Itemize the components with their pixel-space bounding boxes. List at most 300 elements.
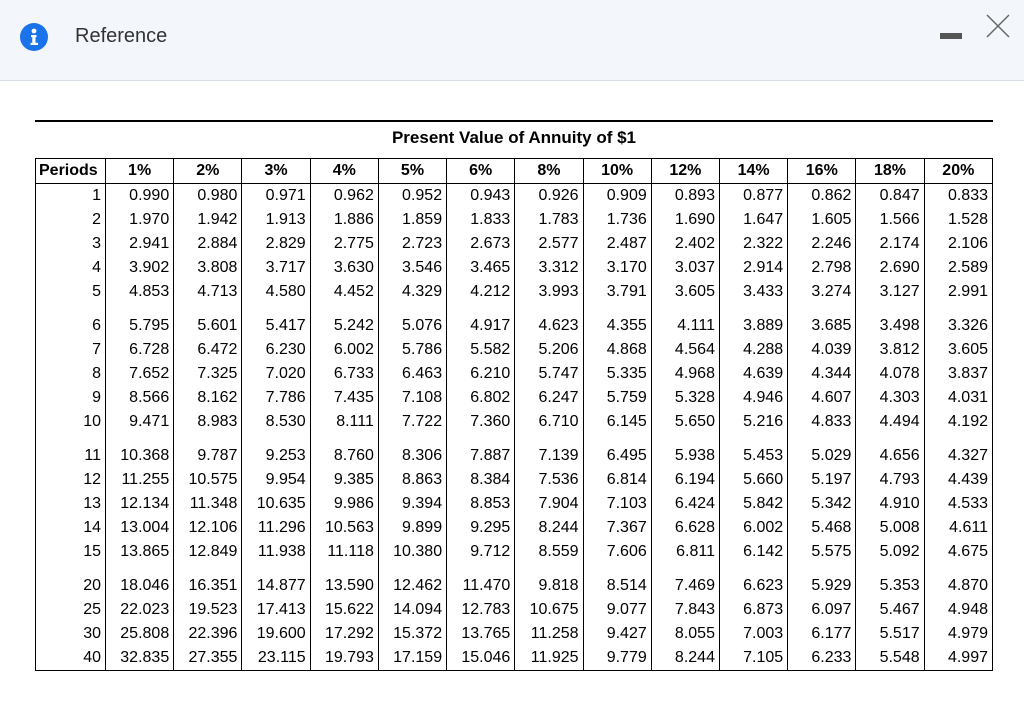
table-row (36, 280, 993, 304)
period-cell: 20 (36, 574, 106, 598)
factor-cell: 4.344 (788, 362, 856, 386)
factor-cell: 7.843 (651, 598, 719, 622)
column-header-rate: 6% (447, 159, 515, 184)
spacer-cell (174, 564, 242, 574)
table-row (36, 362, 993, 386)
factor-cell: 4.623 (515, 314, 583, 338)
spacer-cell (651, 434, 719, 444)
spacer-cell (583, 434, 651, 444)
spacer-cell (106, 434, 174, 444)
period-cell: 13 (36, 492, 106, 516)
factor-cell: 0.962 (310, 184, 378, 209)
factor-cell: 9.787 (174, 444, 242, 468)
factor-cell: 5.747 (515, 362, 583, 386)
factor-cell: 0.847 (856, 184, 924, 209)
column-header-rate: 14% (719, 159, 787, 184)
factor-cell: 4.439 (924, 468, 992, 492)
factor-cell: 25.808 (106, 622, 174, 646)
factor-cell: 1.736 (583, 208, 651, 232)
factor-cell: 4.870 (924, 574, 992, 598)
factor-cell: 7.105 (719, 646, 787, 671)
factor-cell: 4.533 (924, 492, 992, 516)
period-cell: 40 (36, 646, 106, 671)
spacer-cell (106, 564, 174, 574)
factor-cell: 2.884 (174, 232, 242, 256)
factor-cell: 6.628 (651, 516, 719, 540)
factor-cell: 2.106 (924, 232, 992, 256)
spacer-cell (515, 304, 583, 314)
column-header-rate: 18% (856, 159, 924, 184)
factor-cell: 4.833 (788, 410, 856, 434)
column-header-rate: 2% (174, 159, 242, 184)
factor-cell: 5.468 (788, 516, 856, 540)
period-cell: 3 (36, 232, 106, 256)
factor-cell: 4.948 (924, 598, 992, 622)
close-icon[interactable] (985, 13, 1011, 39)
factor-cell: 4.868 (583, 338, 651, 362)
factor-cell: 7.325 (174, 362, 242, 386)
factor-cell: 15.622 (310, 598, 378, 622)
factor-cell: 8.111 (310, 410, 378, 434)
factor-cell: 15.046 (447, 646, 515, 671)
table-row (36, 468, 993, 492)
factor-cell: 4.288 (719, 338, 787, 362)
factor-cell: 4.853 (106, 280, 174, 304)
spacer-cell (242, 304, 310, 314)
table-row (36, 232, 993, 256)
factor-cell: 7.887 (447, 444, 515, 468)
factor-cell: 2.941 (106, 232, 174, 256)
factor-cell: 6.463 (378, 362, 446, 386)
info-icon (20, 23, 48, 51)
factor-cell: 6.802 (447, 386, 515, 410)
factor-cell: 12.462 (378, 574, 446, 598)
column-header-rate: 8% (515, 159, 583, 184)
period-cell: 25 (36, 598, 106, 622)
group-spacer (36, 304, 993, 314)
factor-cell: 14.877 (242, 574, 310, 598)
table-row (36, 314, 993, 338)
pv-annuity-table (35, 158, 993, 671)
factor-cell: 5.929 (788, 574, 856, 598)
factor-cell: 2.174 (856, 232, 924, 256)
factor-cell: 9.077 (583, 598, 651, 622)
factor-cell: 8.863 (378, 468, 446, 492)
factor-cell: 17.292 (310, 622, 378, 646)
factor-cell: 12.134 (106, 492, 174, 516)
factor-cell: 7.020 (242, 362, 310, 386)
factor-cell: 4.452 (310, 280, 378, 304)
factor-cell: 4.494 (856, 410, 924, 434)
factor-cell: 7.103 (583, 492, 651, 516)
spacer-cell (583, 304, 651, 314)
factor-cell: 0.943 (447, 184, 515, 209)
factor-cell: 17.413 (242, 598, 310, 622)
factor-cell: 0.877 (719, 184, 787, 209)
factor-cell: 16.351 (174, 574, 242, 598)
spacer-cell (447, 564, 515, 574)
factor-cell: 6.097 (788, 598, 856, 622)
factor-cell: 1.886 (310, 208, 378, 232)
factor-cell: 11.296 (242, 516, 310, 540)
period-cell: 5 (36, 280, 106, 304)
factor-cell: 8.983 (174, 410, 242, 434)
period-cell: 11 (36, 444, 106, 468)
factor-cell: 6.210 (447, 362, 515, 386)
factor-cell: 8.760 (310, 444, 378, 468)
factor-cell: 8.559 (515, 540, 583, 564)
factor-cell: 2.914 (719, 256, 787, 280)
factor-cell: 1.647 (719, 208, 787, 232)
period-cell: 9 (36, 386, 106, 410)
factor-cell: 8.055 (651, 622, 719, 646)
annuity-table-container (35, 120, 993, 671)
factor-cell: 3.465 (447, 256, 515, 280)
table-row (36, 338, 993, 362)
spacer-cell (788, 434, 856, 444)
factor-cell: 3.889 (719, 314, 787, 338)
factor-cell: 11.255 (106, 468, 174, 492)
factor-cell: 4.580 (242, 280, 310, 304)
table-caption: Present Value of Annuity of $1 (391, 128, 637, 147)
factor-cell: 0.893 (651, 184, 719, 209)
factor-cell: 3.170 (583, 256, 651, 280)
factor-cell: 13.765 (447, 622, 515, 646)
factor-cell: 4.917 (447, 314, 515, 338)
factor-cell: 5.417 (242, 314, 310, 338)
factor-cell: 5.786 (378, 338, 446, 362)
factor-cell: 14.094 (378, 598, 446, 622)
factor-cell: 5.548 (856, 646, 924, 671)
factor-cell: 3.812 (856, 338, 924, 362)
factor-cell: 0.862 (788, 184, 856, 209)
table-body (36, 184, 993, 671)
factor-cell: 11.938 (242, 540, 310, 564)
factor-cell: 1.833 (447, 208, 515, 232)
spacer-cell (36, 434, 106, 444)
factor-cell: 2.402 (651, 232, 719, 256)
table-header-row (36, 159, 993, 184)
period-cell: 12 (36, 468, 106, 492)
spacer-cell (174, 434, 242, 444)
table-row (36, 540, 993, 564)
spacer-cell (242, 434, 310, 444)
factor-cell: 17.159 (378, 646, 446, 671)
factor-cell: 2.589 (924, 256, 992, 280)
factor-cell: 8.514 (583, 574, 651, 598)
factor-cell: 0.980 (174, 184, 242, 209)
factor-cell: 4.607 (788, 386, 856, 410)
column-header-rate: 10% (583, 159, 651, 184)
table-row (36, 574, 993, 598)
factor-cell: 9.779 (583, 646, 651, 671)
spacer-cell (515, 564, 583, 574)
spacer-cell (447, 434, 515, 444)
factor-cell: 4.078 (856, 362, 924, 386)
factor-cell: 4.910 (856, 492, 924, 516)
table-row (36, 410, 993, 434)
factor-cell: 5.216 (719, 410, 787, 434)
spacer-cell (378, 434, 446, 444)
factor-cell: 4.329 (378, 280, 446, 304)
factor-cell: 5.206 (515, 338, 583, 362)
factor-cell: 3.791 (583, 280, 651, 304)
factor-cell: 5.353 (856, 574, 924, 598)
column-header-rate: 5% (378, 159, 446, 184)
spacer-cell (856, 434, 924, 444)
factor-cell: 4.192 (924, 410, 992, 434)
factor-cell: 8.244 (651, 646, 719, 671)
spacer-cell (651, 564, 719, 574)
factor-cell: 10.563 (310, 516, 378, 540)
factor-cell: 7.469 (651, 574, 719, 598)
factor-cell: 12.106 (174, 516, 242, 540)
factor-cell: 4.979 (924, 622, 992, 646)
table-row (36, 622, 993, 646)
factor-cell: 5.842 (719, 492, 787, 516)
factor-cell: 32.835 (106, 646, 174, 671)
factor-cell: 3.605 (924, 338, 992, 362)
factor-cell: 1.566 (856, 208, 924, 232)
factor-cell: 4.968 (651, 362, 719, 386)
spacer-cell (924, 304, 992, 314)
factor-cell: 22.023 (106, 598, 174, 622)
table-row (36, 492, 993, 516)
table-row (36, 444, 993, 468)
factor-cell: 1.690 (651, 208, 719, 232)
factor-cell: 2.673 (447, 232, 515, 256)
factor-cell: 4.639 (719, 362, 787, 386)
spacer-cell (174, 304, 242, 314)
group-spacer (36, 564, 993, 574)
factor-cell: 9.712 (447, 540, 515, 564)
factor-cell: 7.536 (515, 468, 583, 492)
factor-cell: 5.517 (856, 622, 924, 646)
spacer-cell (378, 304, 446, 314)
factor-cell: 13.004 (106, 516, 174, 540)
factor-cell: 2.775 (310, 232, 378, 256)
factor-cell: 9.295 (447, 516, 515, 540)
factor-cell: 6.495 (583, 444, 651, 468)
factor-cell: 6.733 (310, 362, 378, 386)
factor-cell: 3.808 (174, 256, 242, 280)
factor-cell: 3.685 (788, 314, 856, 338)
table-row (36, 184, 993, 209)
table-row (36, 208, 993, 232)
spacer-cell (36, 304, 106, 314)
factor-cell: 7.367 (583, 516, 651, 540)
period-cell: 2 (36, 208, 106, 232)
factor-cell: 7.904 (515, 492, 583, 516)
factor-cell: 9.253 (242, 444, 310, 468)
factor-cell: 6.811 (651, 540, 719, 564)
factor-cell: 2.690 (856, 256, 924, 280)
column-header-rate: 12% (651, 159, 719, 184)
period-cell: 6 (36, 314, 106, 338)
factor-cell: 5.575 (788, 540, 856, 564)
factor-cell: 4.212 (447, 280, 515, 304)
factor-cell: 1.528 (924, 208, 992, 232)
factor-cell: 19.793 (310, 646, 378, 671)
factor-cell: 13.865 (106, 540, 174, 564)
spacer-cell (378, 564, 446, 574)
spacer-cell (310, 564, 378, 574)
group-spacer (36, 434, 993, 444)
factor-cell: 7.139 (515, 444, 583, 468)
factor-cell: 8.306 (378, 444, 446, 468)
spacer-cell (788, 564, 856, 574)
factor-cell: 4.611 (924, 516, 992, 540)
table-row (36, 516, 993, 540)
factor-cell: 1.913 (242, 208, 310, 232)
factor-cell: 6.424 (651, 492, 719, 516)
factor-cell: 6.230 (242, 338, 310, 362)
factor-cell: 5.582 (447, 338, 515, 362)
factor-cell: 0.971 (242, 184, 310, 209)
factor-cell: 9.394 (378, 492, 446, 516)
factor-cell: 4.713 (174, 280, 242, 304)
factor-cell: 5.328 (651, 386, 719, 410)
window-header (0, 0, 1024, 81)
factor-cell: 5.938 (651, 444, 719, 468)
factor-cell: 1.970 (106, 208, 174, 232)
spacer-cell (36, 564, 106, 574)
column-header-rate: 1% (106, 159, 174, 184)
factor-cell: 3.630 (310, 256, 378, 280)
factor-cell: 5.342 (788, 492, 856, 516)
period-cell: 15 (36, 540, 106, 564)
factor-cell: 6.247 (515, 386, 583, 410)
window-title: Reference (75, 25, 168, 47)
factor-cell: 9.427 (583, 622, 651, 646)
factor-cell: 13.590 (310, 574, 378, 598)
factor-cell: 4.039 (788, 338, 856, 362)
factor-cell: 2.798 (788, 256, 856, 280)
factor-cell: 0.952 (378, 184, 446, 209)
spacer-cell (719, 304, 787, 314)
factor-cell: 5.076 (378, 314, 446, 338)
factor-cell: 6.472 (174, 338, 242, 362)
factor-cell: 3.717 (242, 256, 310, 280)
column-header-rate: 20% (924, 159, 992, 184)
factor-cell: 2.246 (788, 232, 856, 256)
factor-cell: 19.600 (242, 622, 310, 646)
factor-cell: 0.990 (106, 184, 174, 209)
spacer-cell (924, 434, 992, 444)
factor-cell: 10.380 (378, 540, 446, 564)
factor-cell: 5.601 (174, 314, 242, 338)
factor-cell: 1.942 (174, 208, 242, 232)
spacer-cell (242, 564, 310, 574)
table-row (36, 386, 993, 410)
factor-cell: 6.623 (719, 574, 787, 598)
minimize-icon[interactable] (940, 33, 962, 39)
factor-cell: 7.003 (719, 622, 787, 646)
table-row (36, 598, 993, 622)
factor-cell: 7.435 (310, 386, 378, 410)
factor-cell: 7.786 (242, 386, 310, 410)
factor-cell: 27.355 (174, 646, 242, 671)
factor-cell: 18.046 (106, 574, 174, 598)
spacer-cell (310, 304, 378, 314)
factor-cell: 3.837 (924, 362, 992, 386)
factor-cell: 2.577 (515, 232, 583, 256)
spacer-cell (856, 304, 924, 314)
table-row (36, 646, 993, 671)
spacer-cell (583, 564, 651, 574)
factor-cell: 0.926 (515, 184, 583, 209)
spacer-cell (515, 434, 583, 444)
factor-cell: 3.037 (651, 256, 719, 280)
table-row (36, 256, 993, 280)
factor-cell: 5.660 (719, 468, 787, 492)
factor-cell: 2.829 (242, 232, 310, 256)
factor-cell: 4.111 (651, 314, 719, 338)
factor-cell: 10.675 (515, 598, 583, 622)
factor-cell: 4.355 (583, 314, 651, 338)
factor-cell: 8.530 (242, 410, 310, 434)
factor-cell: 4.031 (924, 386, 992, 410)
factor-cell: 6.194 (651, 468, 719, 492)
factor-cell: 6.233 (788, 646, 856, 671)
factor-cell: 11.925 (515, 646, 583, 671)
spacer-cell (106, 304, 174, 314)
spacer-cell (651, 304, 719, 314)
factor-cell: 2.991 (924, 280, 992, 304)
factor-cell: 9.954 (242, 468, 310, 492)
spacer-cell (719, 434, 787, 444)
factor-cell: 23.115 (242, 646, 310, 671)
factor-cell: 6.710 (515, 410, 583, 434)
factor-cell: 4.327 (924, 444, 992, 468)
factor-cell: 11.118 (310, 540, 378, 564)
factor-cell: 8.162 (174, 386, 242, 410)
factor-cell: 5.795 (106, 314, 174, 338)
factor-cell: 19.523 (174, 598, 242, 622)
factor-cell: 5.335 (583, 362, 651, 386)
factor-cell: 4.303 (856, 386, 924, 410)
factor-cell: 1.783 (515, 208, 583, 232)
period-cell: 14 (36, 516, 106, 540)
factor-cell: 5.197 (788, 468, 856, 492)
factor-cell: 3.433 (719, 280, 787, 304)
factor-cell: 10.368 (106, 444, 174, 468)
factor-cell: 9.385 (310, 468, 378, 492)
factor-cell: 15.372 (378, 622, 446, 646)
factor-cell: 10.635 (242, 492, 310, 516)
factor-cell: 0.909 (583, 184, 651, 209)
spacer-cell (788, 304, 856, 314)
factor-cell: 9.986 (310, 492, 378, 516)
factor-cell: 11.258 (515, 622, 583, 646)
factor-cell: 9.818 (515, 574, 583, 598)
period-cell: 4 (36, 256, 106, 280)
factor-cell: 6.002 (719, 516, 787, 540)
factor-cell: 5.467 (856, 598, 924, 622)
factor-cell: 12.849 (174, 540, 242, 564)
period-cell: 1 (36, 184, 106, 209)
factor-cell: 12.783 (447, 598, 515, 622)
factor-cell: 11.348 (174, 492, 242, 516)
factor-cell: 8.566 (106, 386, 174, 410)
factor-cell: 3.312 (515, 256, 583, 280)
factor-cell: 3.498 (856, 314, 924, 338)
factor-cell: 10.575 (174, 468, 242, 492)
column-header-rate: 3% (242, 159, 310, 184)
factor-cell: 6.873 (719, 598, 787, 622)
factor-cell: 8.384 (447, 468, 515, 492)
factor-cell: 9.899 (378, 516, 446, 540)
